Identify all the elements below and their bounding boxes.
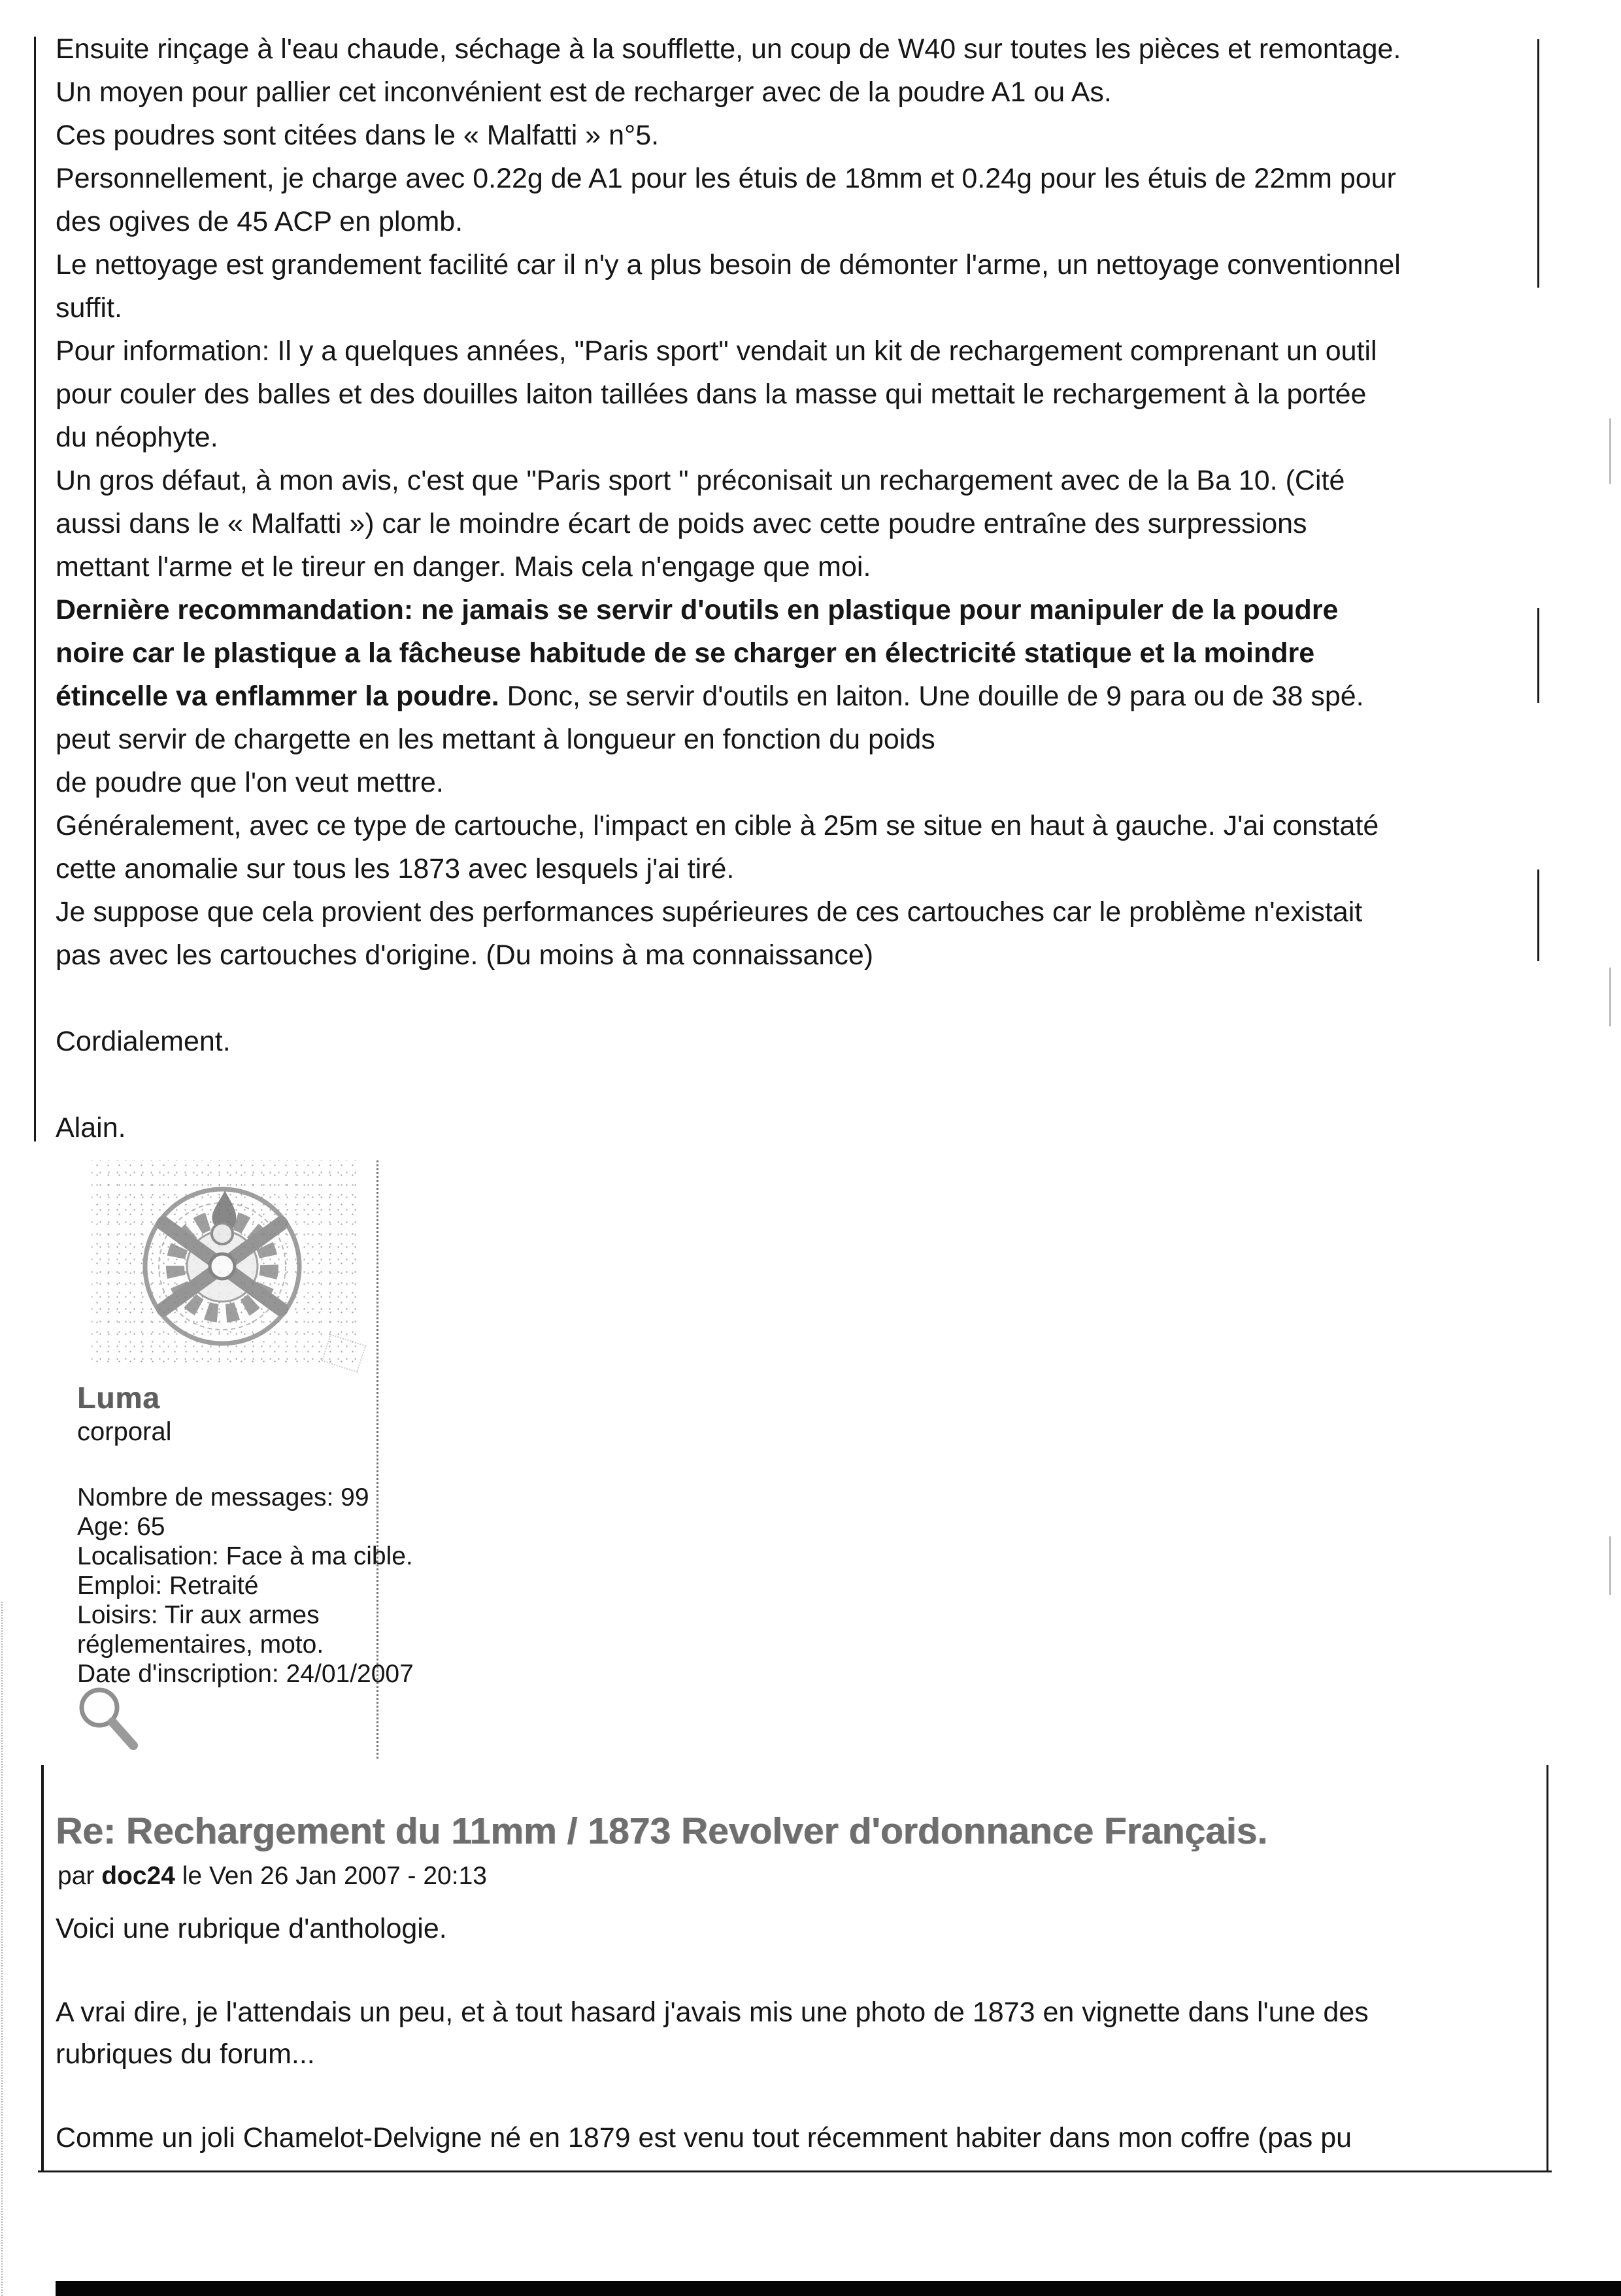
- artillery-emblem-icon: [92, 1160, 359, 1370]
- post-line-bold: Dernière recommandation: ne jamais se servir d'outils en plastique pour manipuler de la poudre: [56, 594, 1339, 626]
- post-line: Un gros défaut, à mon avis, c'est que "Paris sport " préconisait un rechargement avec de la Ba 10. (Cité: [56, 465, 1345, 496]
- page-edge-mark: [1609, 418, 1611, 484]
- post-line: du néophyte.: [56, 422, 218, 453]
- member-profile: [77, 1381, 414, 1689]
- reply-line: Voici une rubrique d'anthologie.: [56, 1913, 447, 1944]
- post-line: Généralement, avec ce type de cartouche, l'impact en cible à 25m se situe en haut à gauche. J'ai constaté: [56, 810, 1379, 841]
- profile-field: réglementaires, moto.: [77, 1630, 324, 1659]
- reply-line: A vrai dire, je l'attendais un peu, et à tout hasard j'avais mis une photo de 1873 en vignette dans l'une des: [56, 1997, 1369, 2028]
- magnifying-glass-icon[interactable]: [71, 1683, 149, 1764]
- post-line-mixed: [56, 675, 1552, 718]
- profile-field: Localisation: Face à ma cible.: [77, 1542, 413, 1570]
- reply-author: doc24: [101, 1862, 175, 1890]
- member-rank: corporal: [77, 1417, 172, 1446]
- reply-body: [56, 1908, 1552, 2159]
- page-edge-mark: [1609, 968, 1611, 1026]
- byline-suffix: le Ven 26 Jan 2007 - 20:13: [175, 1862, 487, 1890]
- post-signature: Alain.: [56, 1112, 126, 1143]
- blank-line: [56, 2075, 1552, 2117]
- byline-prefix: par: [58, 1862, 102, 1890]
- reply-title: Re: Rechargement du 11mm / 1873 Revolver d'ordonnance Français.: [56, 1810, 1268, 1852]
- post-line: de poudre que l'on veut mettre.: [56, 767, 444, 798]
- post-line: Pour information: Il y a quelques années, "Paris sport" vendait un kit de rechargement comprenant un outil: [56, 335, 1377, 367]
- profile-field: Date d'inscription: 24/01/2007: [77, 1660, 414, 1688]
- post-line: peut servir de chargette en les mettant à longueur en fonction du poids: [56, 724, 935, 755]
- post-line-normal-part: Donc, se servir d'outils en laiton. Une douille de 9 para ou de 38 spé.: [499, 681, 1364, 712]
- avatar: [92, 1160, 359, 1370]
- post-line-bold-part: étincelle va enflammer la poudre.: [56, 681, 499, 712]
- reply-line: rubriques du forum...: [56, 2038, 315, 2070]
- post-line: pas avec les cartouches d'origine. (Du moins à ma connaissance): [56, 939, 874, 971]
- post-line: Le nettoyage est grandement facilité car il n'y a plus besoin de démonter l'arme, un nettoyage conventionnel: [56, 249, 1401, 280]
- profile-field: Emploi: Retraité: [77, 1572, 259, 1600]
- profile-field: Loisirs: Tir aux armes: [77, 1601, 320, 1629]
- post-line: Ensuite rinçage à l'eau chaude, séchage à la soufflette, un coup de W40 sur toutes les pièces et remontage.: [56, 33, 1401, 65]
- profile-field: Age: 65: [77, 1513, 165, 1541]
- reply-byline: [58, 1862, 487, 1891]
- page-left-edge-dots: [1, 1602, 3, 2296]
- post-line: Je suppose que cela provient des performances supérieures de ces cartouches car le problème n'existait: [56, 896, 1363, 928]
- post-body: [56, 27, 1552, 1149]
- spacer: [77, 1449, 414, 1483]
- post-line: mettant l'arme et le tireur en danger. Mais cela n'engage que moi.: [56, 551, 871, 582]
- username: Luma: [77, 1381, 160, 1415]
- profile-field: Nombre de messages: 99: [77, 1483, 369, 1511]
- bottom-scan-bar: [56, 2281, 1621, 2296]
- post-line: des ogives de 45 ACP en plomb.: [56, 206, 463, 237]
- reply-line: Comme un joli Chamelot-Delvigne né en 1879 est venu tout récemment habiter dans mon coffre (pas pu: [56, 2122, 1352, 2153]
- blank-line: [56, 977, 1552, 1020]
- post-line: pour couler des balles et des douilles laiton taillées dans la masse qui mettait le rechargement à la portée: [56, 379, 1367, 410]
- post-line: Ces poudres sont citées dans le « Malfatti » n°5.: [56, 120, 660, 151]
- post-line: aussi dans le « Malfatti ») car le moindre écart de poids avec cette poudre entraîne des surpressions: [56, 508, 1307, 539]
- blank-line: [56, 1950, 1552, 1991]
- post-line: Personnellement, je charge avec 0.22g de A1 pour les étuis de 18mm et 0.24g pour les étuis de 22mm pour: [56, 163, 1396, 194]
- post-left-border: [34, 37, 36, 1141]
- blank-line: [56, 1063, 1552, 1106]
- post-closing: Cordialement.: [56, 1026, 231, 1057]
- post-line-bold: noire car le plastique a la fâcheuse habitude de se charger en électricité statique et la moindre: [56, 637, 1315, 669]
- reply-left-border: [41, 1765, 44, 2172]
- post-line: suffit.: [56, 292, 122, 324]
- post-line: Un moyen pour pallier cet inconvénient est de recharger avec de la poudre A1 ou As.: [56, 76, 1112, 108]
- reply-bottom-rule: [38, 2170, 1552, 2172]
- post-line: cette anomalie sur tous les 1873 avec lesquels j'ai tiré.: [56, 853, 735, 885]
- page-edge-mark: [1609, 1536, 1611, 1595]
